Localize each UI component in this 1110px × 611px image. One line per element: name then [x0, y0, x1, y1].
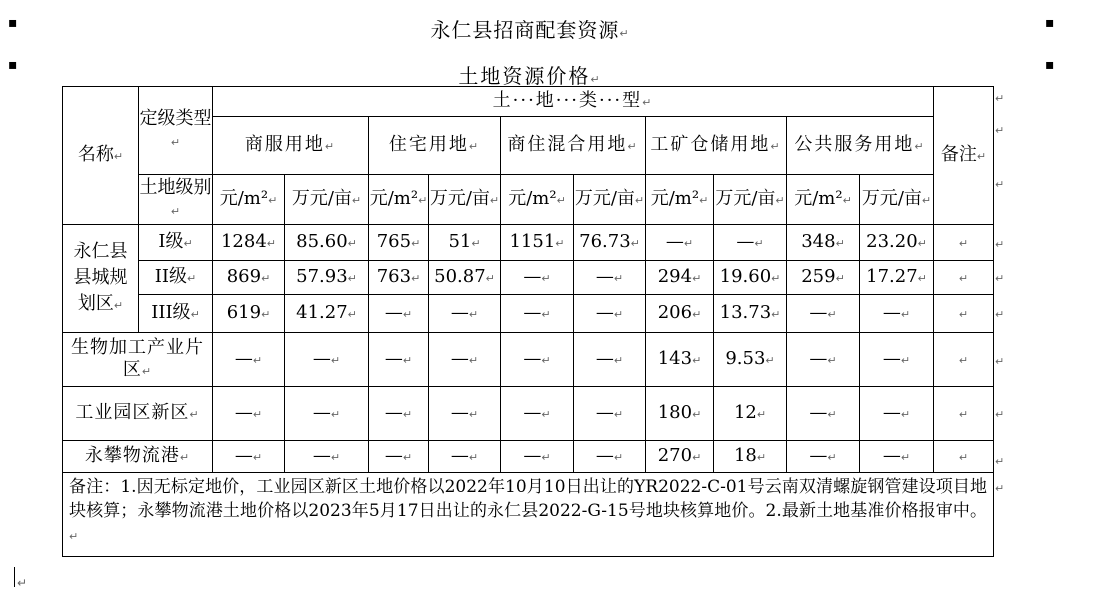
value-cell: 9.53↵ [714, 333, 787, 387]
value-cell: 180↵ [646, 387, 714, 441]
header-land-type: 土···地···类···型↵ [213, 87, 934, 117]
value-cell: —↵ [369, 387, 429, 441]
land-price-table [62, 86, 994, 557]
value-cell: 348↵ [787, 225, 860, 261]
table-row [63, 225, 994, 261]
table-row [63, 261, 994, 295]
value-cell: —↵ [646, 225, 714, 261]
value-cell: 41.27↵ [285, 295, 369, 333]
unit-cell: 元/m²↵ [501, 175, 574, 225]
value-cell: —↵ [285, 441, 369, 473]
note-row [63, 473, 994, 557]
unit-cell: 元/m²↵ [787, 175, 860, 225]
value-cell: —↵ [285, 333, 369, 387]
row-end-mark: ↵ [995, 92, 1005, 105]
unit-cell: 元/m²↵ [646, 175, 714, 225]
header-grade-class: 土地级别↵ [139, 175, 213, 225]
grade-cell: II级↵ [139, 261, 213, 295]
table-row [63, 387, 994, 441]
value-cell: —↵ [369, 333, 429, 387]
remark-cell: ↵ [934, 295, 994, 333]
value-cell: —↵ [369, 295, 429, 333]
header-remark: 备注↵ [934, 87, 994, 225]
remark-cell: ↵ [934, 225, 994, 261]
corner-mark-top-right: ▪ [1045, 15, 1055, 31]
category-industrial: 工矿仓储用地↵ [646, 117, 787, 175]
unit-cell: 万元/亩↵ [574, 175, 646, 225]
value-cell: —↵ [213, 387, 285, 441]
value-cell: —↵ [860, 295, 934, 333]
corner-mark-mid-right: ▪ [1045, 57, 1055, 73]
header-row-3 [63, 175, 994, 225]
value-cell: —↵ [501, 387, 574, 441]
unit-cell: 万元/亩↵ [285, 175, 369, 225]
category-public: 公共服务用地↵ [787, 117, 934, 175]
value-cell: —↵ [501, 441, 574, 473]
value-cell: —↵ [860, 387, 934, 441]
value-cell: —↵ [860, 333, 934, 387]
value-cell: —↵ [787, 387, 860, 441]
row-end-mark: ↵ [995, 178, 1005, 191]
value-cell: —↵ [501, 295, 574, 333]
value-cell: 13.73↵ [714, 295, 787, 333]
paragraph-mark: ↵ [17, 576, 28, 590]
row-end-mark: ↵ [995, 482, 1005, 495]
value-cell: 17.27↵ [860, 261, 934, 295]
grade-cell: I级↵ [139, 225, 213, 261]
value-cell: 1151↵ [501, 225, 574, 261]
table-row [63, 295, 994, 333]
value-cell: 206↵ [646, 295, 714, 333]
value-cell: —↵ [574, 295, 646, 333]
value-cell: —↵ [213, 441, 285, 473]
category-commercial: 商服用地↵ [213, 117, 369, 175]
document-title: 永仁县招商配套资源↵ [430, 18, 630, 42]
value-cell: 143↵ [646, 333, 714, 387]
row-name: 工业园区新区↵ [63, 387, 213, 441]
value-cell: 12↵ [714, 387, 787, 441]
value-cell: 18↵ [714, 441, 787, 473]
value-cell: 619↵ [213, 295, 285, 333]
value-cell: —↵ [285, 387, 369, 441]
corner-mark-top-left: ▪ [8, 15, 18, 31]
value-cell: —↵ [369, 441, 429, 473]
header-name: 名称↵ [63, 87, 139, 225]
value-cell: —↵ [787, 295, 860, 333]
remark-cell: ↵ [934, 387, 994, 441]
row-end-mark: ↵ [995, 238, 1005, 251]
remark-cell: ↵ [934, 441, 994, 473]
header-row-1 [63, 87, 994, 117]
value-cell: 23.20↵ [860, 225, 934, 261]
value-cell: 1284↵ [213, 225, 285, 261]
value-cell: —↵ [501, 333, 574, 387]
header-grade-type: 定级类型↵ [139, 87, 213, 175]
value-cell: 76.73↵ [574, 225, 646, 261]
value-cell: 763↵ [369, 261, 429, 295]
district-name: 永仁县县城规划区↵ [63, 225, 139, 333]
value-cell: 294↵ [646, 261, 714, 295]
note-text: 备注：1.因无标定地价，工业园区新区土地价格以2022年10月10日出让的YR2022-C-01号云南双清螺旋钢管建设项目地块核算；永攀物流港土地价格以2023年5月17日出让的永仁县2022-G-15号地块核算地价。2.最新土地基准价格报审中。↵ [63, 473, 994, 557]
unit-cell: 万元/亩↵ [714, 175, 787, 225]
value-cell: —↵ [429, 295, 501, 333]
row-name: 永攀物流港↵ [63, 441, 213, 473]
row-end-mark: ↵ [995, 308, 1005, 321]
category-residential: 住宅用地↵ [369, 117, 501, 175]
row-end-mark: ↵ [995, 272, 1005, 285]
value-cell: —↵ [574, 261, 646, 295]
row-end-mark: ↵ [995, 355, 1005, 368]
value-cell: 19.60↵ [714, 261, 787, 295]
value-cell: —↵ [213, 333, 285, 387]
text-cursor [14, 567, 15, 587]
row-end-mark: ↵ [995, 124, 1005, 137]
value-cell: —↵ [787, 333, 860, 387]
unit-cell: 元/m²↵ [369, 175, 429, 225]
value-cell: —↵ [574, 441, 646, 473]
remark-cell: ↵ [934, 333, 994, 387]
value-cell: —↵ [429, 333, 501, 387]
value-cell: 51↵ [429, 225, 501, 261]
table-title: 土地资源价格↵ [458, 64, 602, 88]
category-mixed: 商住混合用地↵ [501, 117, 646, 175]
value-cell: 57.93↵ [285, 261, 369, 295]
value-cell: —↵ [574, 387, 646, 441]
unit-cell: 万元/亩↵ [860, 175, 934, 225]
remark-cell: ↵ [934, 261, 994, 295]
row-end-mark: ↵ [995, 455, 1005, 468]
value-cell: —↵ [860, 441, 934, 473]
value-cell: 270↵ [646, 441, 714, 473]
corner-mark-mid-left: ▪ [8, 57, 18, 73]
value-cell: —↵ [574, 333, 646, 387]
value-cell: —↵ [787, 441, 860, 473]
value-cell: 259↵ [787, 261, 860, 295]
table-row [63, 333, 994, 387]
unit-cell: 万元/亩↵ [429, 175, 501, 225]
row-end-mark: ↵ [995, 408, 1005, 421]
grade-cell: III级↵ [139, 295, 213, 333]
value-cell: —↵ [501, 261, 574, 295]
row-name: 生物加工产业片区↵ [63, 333, 213, 387]
value-cell: 765↵ [369, 225, 429, 261]
value-cell: —↵ [429, 441, 501, 473]
value-cell: 85.60↵ [285, 225, 369, 261]
table-row [63, 441, 994, 473]
value-cell: —↵ [714, 225, 787, 261]
value-cell: 869↵ [213, 261, 285, 295]
value-cell: 50.87↵ [429, 261, 501, 295]
value-cell: —↵ [429, 387, 501, 441]
unit-cell: 元/m²↵ [213, 175, 285, 225]
